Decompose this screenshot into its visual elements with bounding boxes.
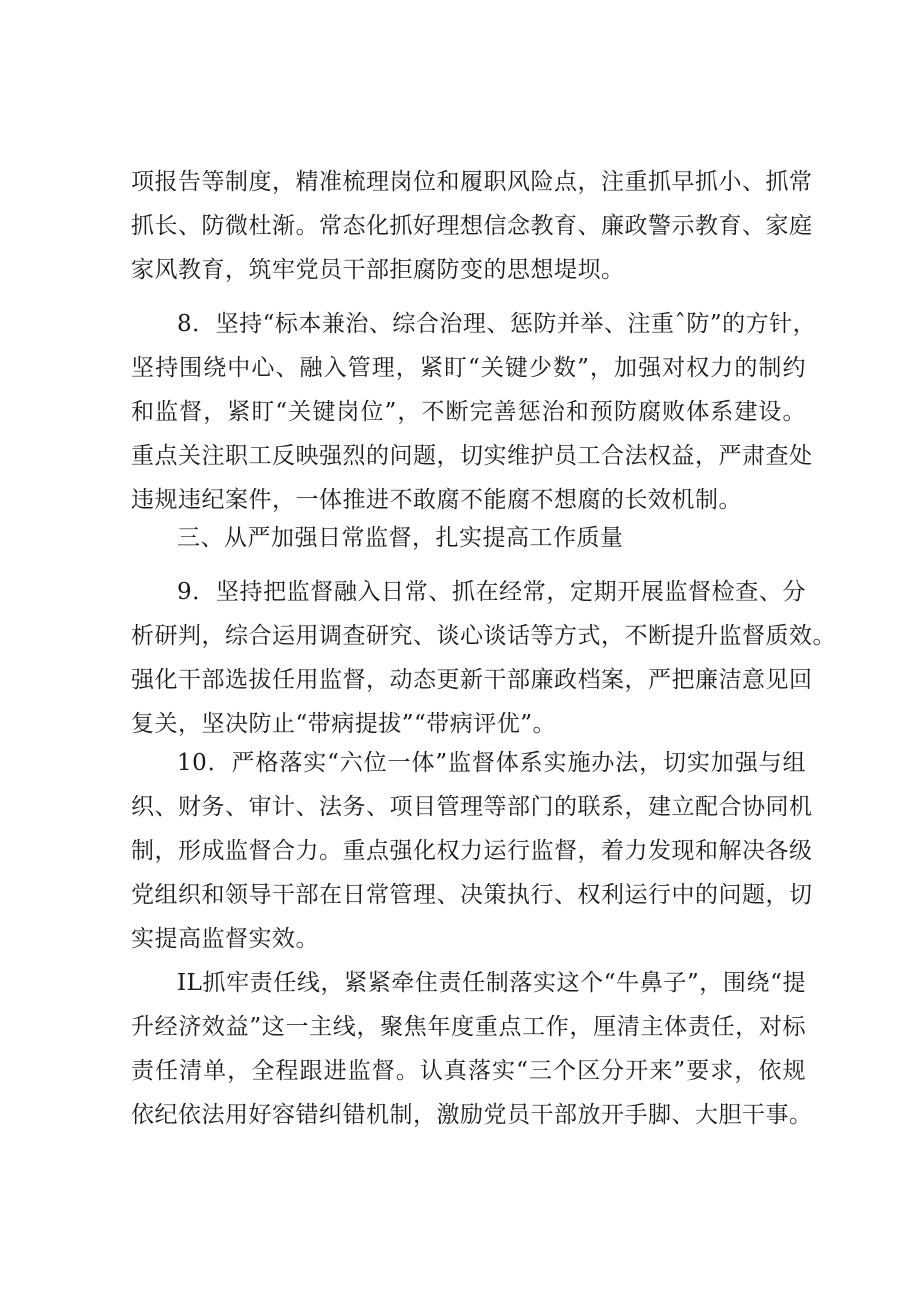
paragraph-line: 织、财务、审计、法务、项目管理等部门的联系，建立配合协同机 [131, 794, 813, 820]
paragraph-line: 析研判，综合运用调查研究、谈心谈话等方式，不断提升监督质效。 [131, 623, 836, 649]
paragraph-line: 依纪依法用好容错纠错机制，激励党员干部放开手脚、大胆干事。 [131, 1102, 813, 1128]
paragraph-line: 8．坚持“标本兼治、综合治理、惩防并举、注重ˆ防”的方针， [177, 311, 817, 337]
paragraph-item-11 [131, 961, 813, 1137]
section-heading-three [131, 516, 806, 560]
paragraph-line: 责任清单，全程跟进监督。认真落实“三个区分开来”要求，依规 [131, 1058, 806, 1084]
paragraph-line: 抓长、防微杜渐。常态化抓好理想信念教育、廉政警示教育、家庭 [131, 213, 813, 239]
paragraph-item-10 [131, 741, 813, 961]
paragraph-line: 重点关注职工反映强烈的问题，切实维护员工合法权益，严肃查处 [131, 443, 813, 469]
paragraph-line: 项报告等制度，精准梳理岗位和履职风险点，注重抓早抓小、抓常 [131, 169, 813, 195]
paragraph-line: IL抓牢责任线，紧紧牵住责任制落实这个“牛鼻子”，围绕“提 [177, 970, 806, 996]
paragraph-line: 制，形成监督合力。重点强化权力运行监督，着力发现和解决各级 [131, 838, 813, 864]
paragraph-reporting-system [131, 160, 813, 292]
paragraph-line: 和监督，紧盯“关键岗位”，不断完善惩治和预防腐败体系建设。 [131, 399, 806, 425]
section-heading-line: 三、从严加强日常监督，扎实提高工作质量 [177, 525, 624, 551]
paragraph-line: 升经济效益”这一主线，聚焦年度重点工作，厘清主体责任，对标 [131, 1014, 806, 1040]
paragraph-line: 家风教育，筑牢党员干部拒腐防变的思想堤坝。 [131, 257, 625, 283]
paragraph-line: 复关，坚决防止“带病提拔”“带病评优”。 [131, 711, 557, 737]
paragraph-line: 强化干部选拔任用监督，动态更新干部廉政档案，严把廉洁意见回 [131, 667, 813, 693]
paragraph-line: 实提高监督实效。 [131, 926, 319, 952]
paragraph-item-9 [131, 570, 836, 746]
paragraph-line: 党组织和领导干部在日常管理、决策执行、权利运行中的问题，切 [131, 882, 813, 908]
paragraph-line: 坚持围绕中心、融入管理，紧盯“关键少数”，加强对权力的制约 [131, 355, 806, 381]
paragraph-item-8 [131, 302, 817, 522]
paragraph-line: 违规违纪案件，一体推进不敢腐不能腐不想腐的长效机制。 [131, 487, 742, 513]
paragraph-line: 10．严格落实“六位一体”监督体系实施办法，切实加强与组 [177, 750, 806, 776]
paragraph-line: 9．坚持把监督融入日常、抓在经常，定期开展监督检查、分 [177, 579, 806, 605]
